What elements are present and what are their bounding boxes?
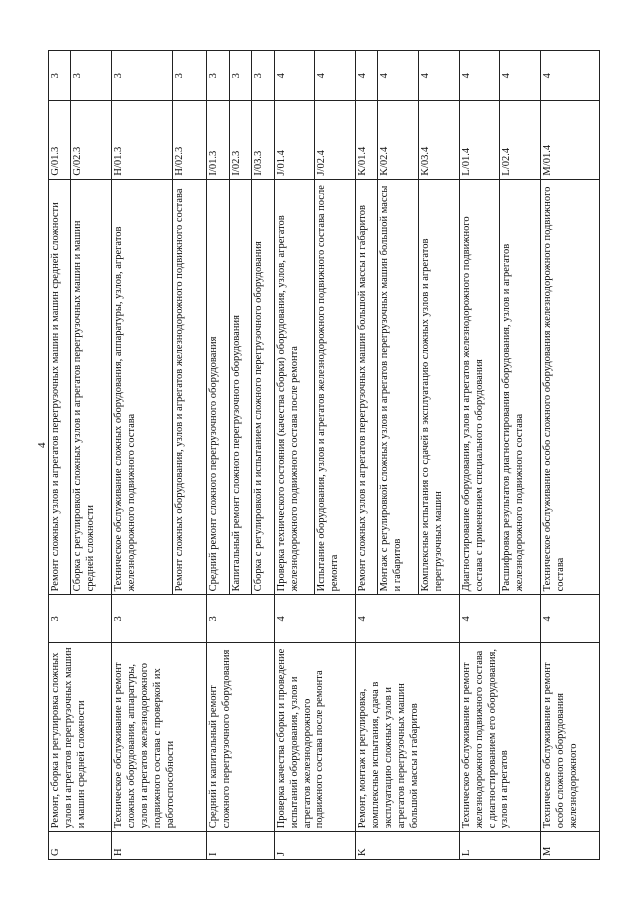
labor-function-code: L/02.4 [500, 101, 541, 179]
general-function-code: L [459, 832, 540, 860]
labor-function-code: I/01.3 [207, 101, 229, 179]
labor-function-name: Капитальный ремонт сложного перегрузочного оборудования [229, 179, 251, 595]
functions-table-body [49, 51, 600, 860]
labor-function-level: 4 [459, 51, 500, 101]
labor-function-level: 4 [274, 51, 315, 101]
labor-function-level: 4 [500, 51, 541, 101]
general-function-level: 4 [356, 595, 460, 643]
general-function-level: 3 [112, 595, 207, 643]
labor-function-level: 4 [315, 51, 356, 101]
labor-function-name: Техническое обслуживание особо сложного оборудования железнодорожного подвижного состава [541, 179, 600, 595]
table-row [459, 51, 500, 860]
general-function-code: M [541, 832, 600, 860]
labor-function-name: Ремонт сложных узлов и агрегатов перегрузочных машин большой массы и габаритов [356, 179, 378, 595]
table-row [356, 51, 378, 860]
general-function-name: Техническое обслуживание и ремонт железнодорожного подвижного состава с диагностированием его оборудования, узлов и агрегатов [459, 643, 540, 832]
general-function-level: 4 [541, 595, 600, 643]
labor-function-name: Проверка технического состояния (качества сборки) оборудования, узлов, агрегатов железнодорожного подвижного состава после ремонта [274, 179, 315, 595]
labor-function-code: J/02.4 [315, 101, 356, 179]
labor-function-name: Сборка с регулировкой сложных узлов и агрегатов перегрузочных машин и машин средней сложности [71, 179, 112, 595]
labor-function-name: Испытание оборудования, узлов и агрегатов железнодорожного подвижного состава после ремонта [315, 179, 356, 595]
labor-function-code: I/03.3 [252, 101, 274, 179]
labor-function-code: H/02.3 [173, 101, 207, 179]
general-function-name: Техническое обслуживание и ремонт сложных оборудования, аппаратуры, узлов и агрегатов железнодорожного подвижного состава с проверкой их работоспособности [112, 643, 207, 832]
labor-function-name: Диагностирование оборудования, узлов и агрегатов железнодорожного подвижного состава с применением специального оборудования [459, 179, 500, 595]
functions-table-sheet [48, 50, 600, 860]
general-function-name: Проверка качества сборки и проведение испытаний оборудования, узлов и агрегатов железнодорожного подвижного состава после ремонта [274, 643, 355, 832]
labor-function-code: K/01.4 [356, 101, 378, 179]
labor-function-code: K/03.4 [419, 101, 460, 179]
labor-function-name: Техническое обслуживание сложных оборудования, аппаратуры, узлов, агрегатов железнодорожного подвижного состава [112, 179, 173, 595]
labor-function-level: 3 [71, 51, 112, 101]
general-function-code: K [356, 832, 460, 860]
general-function-name: Ремонт, сборка и регулировка сложных узлов и агрегатов перегрузочных машин и машин средней сложности [49, 643, 112, 832]
general-function-level: 4 [459, 595, 540, 643]
labor-function-code: M/01.4 [541, 101, 600, 179]
general-function-level: 4 [274, 595, 355, 643]
labor-function-code: I/02.3 [229, 101, 251, 179]
labor-function-level: 3 [112, 51, 173, 101]
labor-function-level: 3 [173, 51, 207, 101]
functions-table [48, 50, 600, 860]
general-function-level: 3 [207, 595, 274, 643]
table-row [207, 51, 229, 860]
general-function-code: I [207, 832, 274, 860]
labor-function-level: 3 [207, 51, 229, 101]
general-function-code: J [274, 832, 355, 860]
general-function-level: 3 [49, 595, 112, 643]
labor-function-name: Комплексные испытания со сдачей в эксплуатацию сложных узлов и агрегатов перегрузочных машин [419, 179, 460, 595]
labor-function-code: G/01.3 [49, 101, 71, 179]
table-row [112, 51, 173, 860]
labor-function-code: G/02.3 [71, 101, 112, 179]
labor-function-name: Ремонт сложных узлов и агрегатов перегрузочных машин и машин средней сложности [49, 179, 71, 595]
table-row [274, 51, 315, 860]
table-row [49, 51, 71, 860]
labor-function-code: H/01.3 [112, 101, 173, 179]
labor-function-code: K/02.4 [378, 101, 419, 179]
labor-function-name: Монтаж с регулировкой сложных узлов и агрегатов перегрузочных машин большой массы и габаритов [378, 179, 419, 595]
general-function-name: Техническое обслуживание и ремонт особо сложного оборудования железнодорожного [541, 643, 600, 832]
labor-function-level: 3 [49, 51, 71, 101]
labor-function-name: Средний ремонт сложного перегрузочного оборудования [207, 179, 229, 595]
labor-function-name: Расшифровка результатов диагностирования оборудования, узлов и агрегатов железнодорожного подвижного состава [500, 179, 541, 595]
labor-function-code: L/01.4 [459, 101, 500, 179]
labor-function-name: Сборка с регулировкой и испытанием сложного перегрузочного оборудования [252, 179, 274, 595]
labor-function-level: 4 [541, 51, 600, 101]
labor-function-level: 3 [229, 51, 251, 101]
labor-function-level: 4 [419, 51, 460, 101]
page-number: 4 [36, 442, 48, 448]
labor-function-level: 3 [252, 51, 274, 101]
general-function-code: G [49, 832, 112, 860]
general-function-name: Средний и капитальный ремонт сложного перегрузочного оборудования [207, 643, 274, 832]
labor-function-level: 4 [356, 51, 378, 101]
table-row [541, 51, 600, 860]
labor-function-name: Ремонт сложных оборудования, узлов и агрегатов железнодорожного подвижного состава [173, 179, 207, 595]
general-function-code: H [112, 832, 207, 860]
general-function-name: Ремонт, монтаж и регулировка, комплексные испытания, сдача в эксплуатацию сложных узлов и агрегатов перегрузочных машин большой массы и габаритов [356, 643, 460, 832]
labor-function-code: J/01.4 [274, 101, 315, 179]
labor-function-level: 4 [378, 51, 419, 101]
